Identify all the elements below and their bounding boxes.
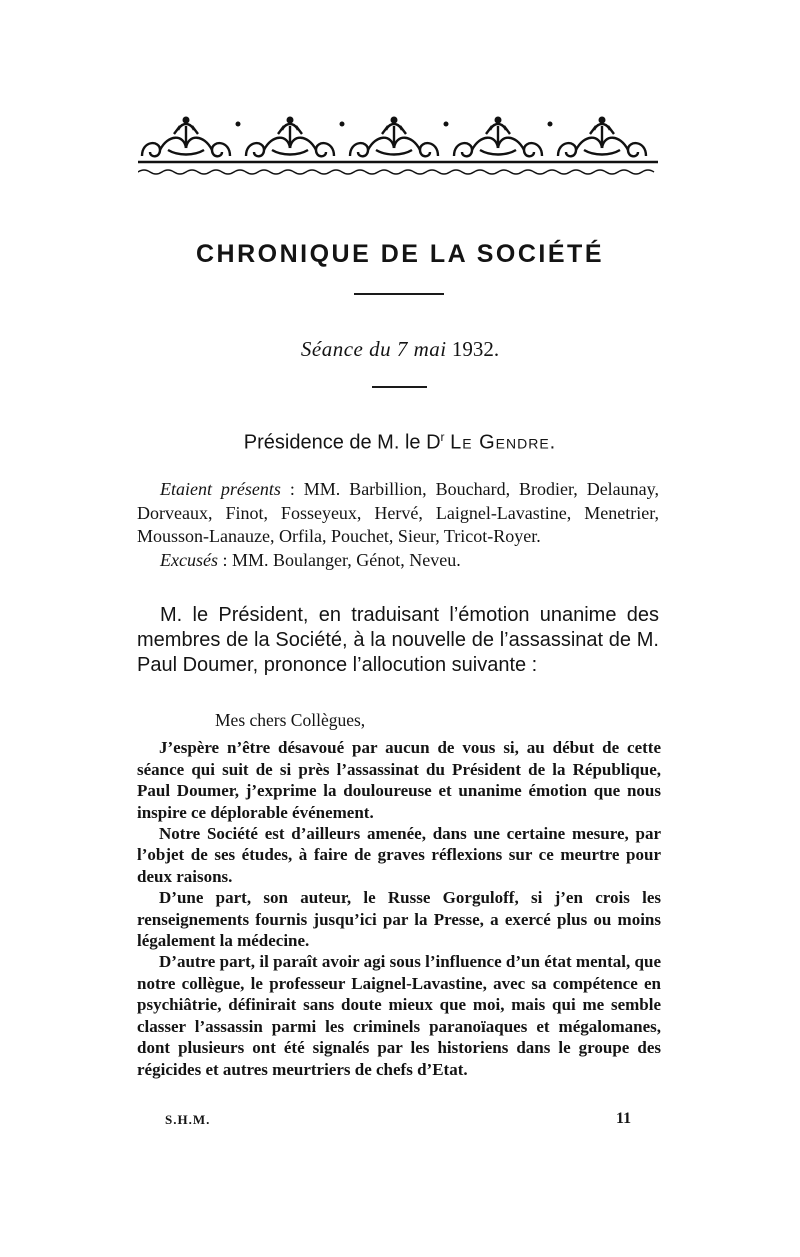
speech-salutation: Mes chers Collègues, [215, 710, 366, 730]
intro-paragraph: M. le Président, en traduisant l’émotion unanime des membres de la Société, à la nouvelle de l’assassinat de M. Paul Doumer, prononce l’allocution suivante : [137, 604, 659, 676]
present-list [137, 478, 659, 549]
session-date [0, 337, 800, 362]
session-date-prefix: Séance du 7 mai [300, 337, 447, 361]
title-divider [354, 293, 444, 295]
speech-paragraph: J’espère n’être désavoué par aucun de vous si, au début de cette séance qui suit de si près l’assassinat du Président de la République, Paul Doumer, j’exprime la douloureuse et unanime émotion que nous inspire ce déplorable événement. [137, 738, 661, 822]
present-label: Etaient présents [160, 479, 281, 499]
page-title: CHRONIQUE DE LA SOCIÉTÉ [196, 240, 604, 268]
speech-paragraph: D’autre part, il paraît avoir agi sous l’influence d’un état mental, que notre collègue, le professeur Laignel-Lavastine, avec sa compétence en psychiâtrie, définirait sans doute mieux que moi, mais qui me semble classer l’assassin parmi les criminels paranoïaques et mégalomanes, dont plusieurs ont été signalés par les historiens dans le groupe des régicides et autres meurtriers de chefs d’Etat. [137, 952, 661, 1079]
speech-block [137, 710, 661, 1080]
excused-list [137, 549, 659, 573]
excused-label: Excusés [160, 549, 218, 570]
session-year: 1932. [451, 337, 500, 361]
scroll-ornament-icon [138, 104, 658, 176]
session-divider [372, 386, 427, 388]
footer-signature: S.H.M. [165, 1112, 211, 1127]
attendance-block [137, 478, 659, 572]
speech-paragraph: D’une part, son auteur, le Russe Gorguloff, si j’en crois les renseignements fournis jusqu’ici par la Presse, a exercé plus ou moins légalement la médecine. [137, 888, 661, 951]
presidency-sup: r [440, 430, 445, 444]
presidency-line [0, 430, 800, 455]
presidency-text: Présidence de M. le D [243, 431, 441, 454]
page-number: 11 [616, 1110, 632, 1127]
present-names: : MM. Barbillion, Bouchard, Brodier, Delaunay, Dorveaux, Finot, Fosseyeux, Hervé, Laignel-Lavastine, Menetrier, Mousson-Lanauze, Orfila, Pouchet, Sieur, Tricot-Royer. [137, 479, 659, 546]
speech-paragraph: Notre Société est d’ailleurs amenée, dans une certaine mesure, par l’objet de ses études, à faire de graves réflexions sur ce meurtre pour deux raisons. [137, 824, 661, 886]
excused-names: : MM. Boulanger, Génot, Neveu. [217, 549, 461, 570]
president-name: Le Gendre. [450, 431, 557, 454]
